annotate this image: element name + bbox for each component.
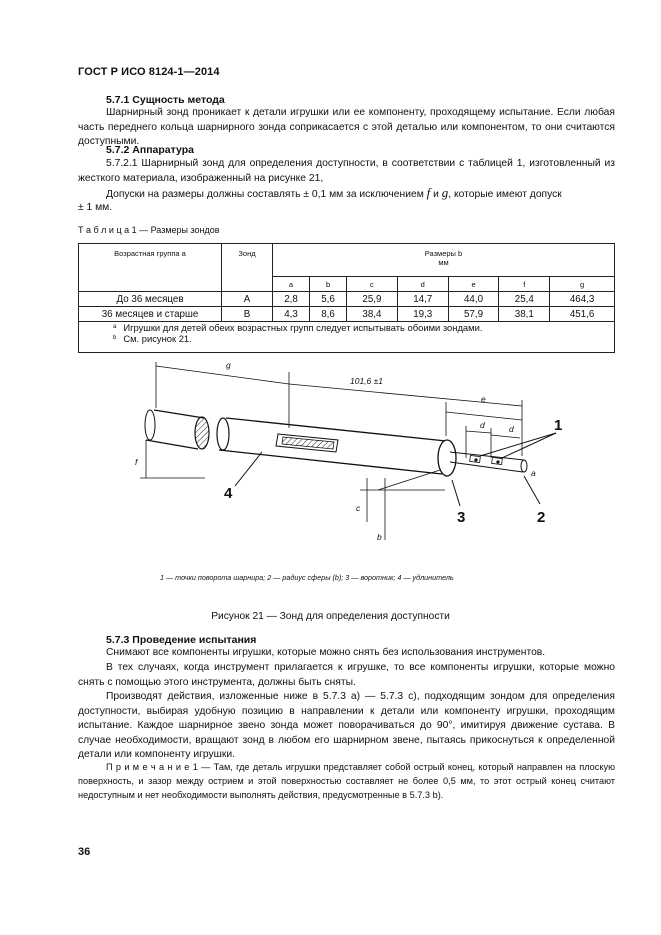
section-5-7-3-p3: Производят действия, изложенные ниже в 5.7.3 а) — 5.7.3 с), подходящим зондом для определения доступности, выбирая удобную позицию в направлении к детали или компоненту игрушки, проходящим испытание. Каждое шарнирное звено зонда может поворачиваться до 90°, имитируя движение сустава. В случае необходимости, вращают зонд в любом его шарнирном звене, пытаясь прикоснуться к определенной детали или компоненту игрушки. <box>78 691 615 761</box>
callout-2: 2 <box>537 509 546 526</box>
cell-dim-c: 25,9 <box>347 292 398 307</box>
cell-dim-b: 5,6 <box>310 292 347 307</box>
figure-caption: Рисунок 21 — Зонд для определения доступности <box>211 611 450 622</box>
cell-dim-e: 57,9 <box>448 307 499 322</box>
dim-e-label: e <box>481 394 486 404</box>
callout-4: 4 <box>224 485 233 502</box>
page-number: 36 <box>78 846 91 858</box>
cell-age: 36 месяцев и старше <box>79 307 222 322</box>
subcol-header-c: c <box>347 277 398 292</box>
table-footnotes: $^a$ Игрушки для детей обеих возрастных групп следует испытывать обоими зондами. $^b$ См. рисунок 21. <box>79 322 615 353</box>
cell-dim-c: 38,4 <box>347 307 398 322</box>
dim-c-label: c <box>356 503 361 513</box>
dim-b-label: b <box>377 532 382 542</box>
probe-dimensions-table <box>78 243 615 353</box>
cell-dim-d: 19,3 <box>397 307 448 322</box>
tolerance-text: Допуски на размеры должны составлять ± 0,1 мм за исключением f и g, которые имеют допуск <box>106 185 562 200</box>
cell-dim-f: 38,1 <box>499 307 550 322</box>
extension-rod-left <box>145 410 209 449</box>
dim-d2-label: d <box>509 424 514 434</box>
cell-dim-a: 2,8 <box>273 292 310 307</box>
cell-dim-f: 25,4 <box>499 292 550 307</box>
section-5-7-3-p2: В тех случаях, когда инструмент прилагается к игрушке, то все компоненты игрушки, которые можно снять с помощью этого инструмента, должны быть сняты. <box>78 662 615 688</box>
section-5-7-3-heading: 5.7.3 Проведение испытания <box>106 634 257 646</box>
cell-dim-g: 464,3 <box>550 292 615 307</box>
subcol-header-f: f <box>499 277 550 292</box>
callout-1: 1 <box>554 417 563 434</box>
cell-age: До 36 месяцев <box>79 292 222 307</box>
callout-3: 3 <box>457 509 466 526</box>
section-5-7-3-p1: Снимают все компоненты игрушки, которые можно снять без использования инструментов. <box>106 647 546 658</box>
section-5-7-1-text: Шарнирный зонд проникает к детали игрушки или ее компоненту, проходящему испытание. Если любая часть переднего кольца шарнирного зонда соприкасается с этой деталью или компонентом, то они считаются доступными. <box>78 107 615 148</box>
dim-f-label: f <box>135 457 138 467</box>
cell-dim-d: 14,7 <box>397 292 448 307</box>
subcol-header-a: a <box>273 277 310 292</box>
cell-probe: B <box>222 307 273 322</box>
tolerance-text-end: ± 1 мм. <box>78 202 113 213</box>
table-caption: Т а б л и ц а 1 — Размеры зондов <box>78 225 220 235</box>
col-header-probe: Зонд <box>222 244 273 292</box>
subcol-header-g: g <box>550 277 615 292</box>
cell-dim-a: 4,3 <box>273 307 310 322</box>
dim-a-label: a <box>531 468 536 478</box>
col-header-dims: Размеры b мм <box>273 244 615 277</box>
cell-dim-b: 8,6 <box>310 307 347 322</box>
section-5-7-1-heading: 5.7.1 Сущность метода <box>106 94 225 106</box>
figure-legend: 1 — точки поворота шарнира; 2 — радиус сферы (b); 3 — воротник; 4 — удлинитель <box>160 573 454 582</box>
dim-length-label: 101,6 ±1 <box>350 376 384 386</box>
cell-dim-g: 451,6 <box>550 307 615 322</box>
subcol-header-b: b <box>310 277 347 292</box>
col-header-age: Возрастная группа a <box>79 244 222 292</box>
dim-g-label: g <box>226 360 231 370</box>
collar <box>438 440 456 476</box>
section-5-7-2-heading: 5.7.2 Аппаратура <box>106 144 194 156</box>
dim-d-label: d <box>480 420 485 430</box>
jointed-fingers <box>450 452 527 472</box>
document-header: ГОСТ Р ИСО 8124-1—2014 <box>78 66 220 78</box>
section-5-7-2-1-text: 5.7.2.1 Шарнирный зонд для определения доступности, в соответствии с таблицей 1, изготовленный из жесткого материала, изображенный на рисунке 21, <box>78 158 615 184</box>
probe-figure <box>0 350 661 565</box>
cell-dim-e: 44,0 <box>448 292 499 307</box>
cell-probe: A <box>222 292 273 307</box>
subcol-header-d: d <box>397 277 448 292</box>
note-1: П р и м е ч а н и е 1 — Там, где деталь игрушки представляет собой острый конец, который направлен на плоскую поверхность, и зазор между острием и этой поверхностью составляет не более 0,5 мм, то этот острый конец считают недоступным и нет необходимости выполнять действия, предусмотренные в 5.7.3 b). <box>78 762 615 800</box>
subcol-header-e: e <box>448 277 499 292</box>
